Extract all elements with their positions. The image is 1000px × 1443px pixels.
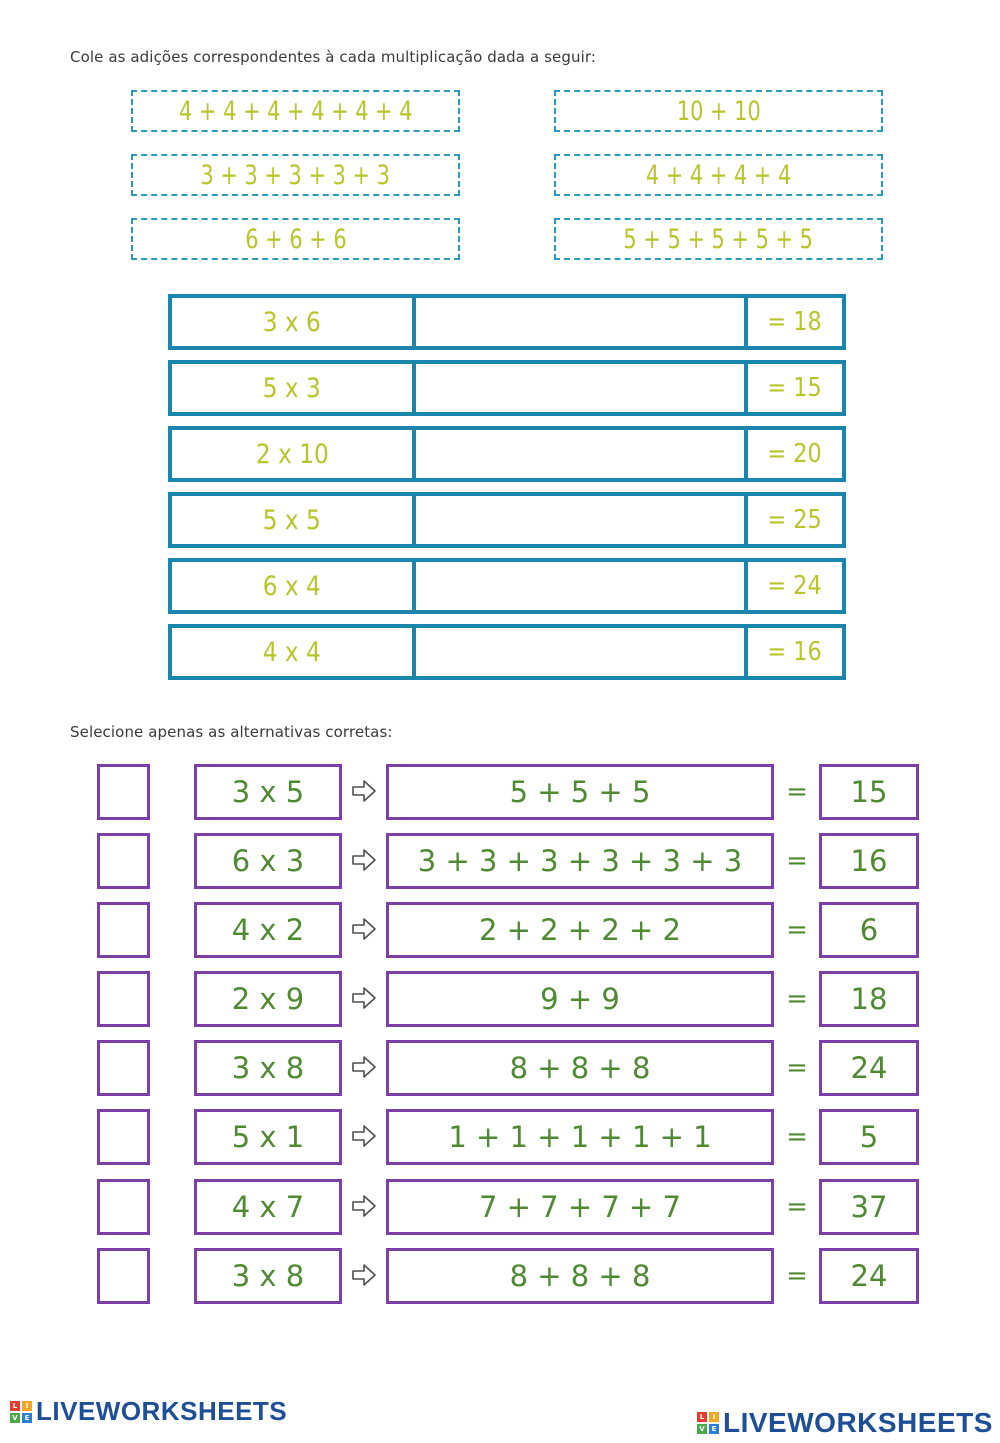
addition-box: 8 + 8 + 8 [386,1248,774,1304]
addition-box: 8 + 8 + 8 [386,1040,774,1096]
instruction-paste: Cole as adições correspondentes à cada multiplicação dada a seguir: [70,48,597,66]
tile-answer[interactable]: 10 + 10 [554,90,883,132]
instruction-select: Selecione apenas as alternativas corretas: [70,723,393,741]
arrow-right-icon [351,1262,377,1288]
multiplication-box: 4 x 7 [194,1179,342,1235]
drop-zone[interactable] [416,364,748,412]
result-box: 5 [819,1109,919,1165]
result-box: 16 [819,833,919,889]
addition-box: 3 + 3 + 3 + 3 + 3 + 3 [386,833,774,889]
arrow-right-icon [351,1193,377,1219]
select-row [0,1179,1000,1235]
multiplication-box: 3 x 8 [194,1040,342,1096]
answer-checkbox[interactable] [97,902,150,958]
arrow-right-icon [351,1123,377,1149]
multiplication-box: 5 x 1 [194,1109,342,1165]
logo-blocks-icon: L I V E [697,1412,719,1434]
equals-sign: = [786,1122,808,1152]
equals-sign: = [786,1053,808,1083]
result-box: 6 [819,902,919,958]
result-box: 15 [819,764,919,820]
answer-checkbox[interactable] [97,971,150,1027]
result-box: 24 [819,1040,919,1096]
equals-sign: = [786,777,808,807]
multiplication-box: 2 x 9 [194,971,342,1027]
match-row [168,426,846,482]
addition-box: 9 + 9 [386,971,774,1027]
arrow-right-icon [351,985,377,1011]
equals-sign: = [786,1192,808,1222]
arrow-right-icon [351,847,377,873]
liveworksheets-logo [697,1407,993,1439]
answer-checkbox[interactable] [97,764,150,820]
answer-checkbox[interactable] [97,833,150,889]
multiplication-cell: 5 x 3 [172,364,416,412]
select-row [0,902,1000,958]
drop-zone[interactable] [416,298,748,346]
multiplication-box: 6 x 3 [194,833,342,889]
multiplication-box: 3 x 8 [194,1248,342,1304]
answer-checkbox[interactable] [97,1109,150,1165]
arrow-right-icon [351,778,377,804]
result-cell: = 20 [767,439,823,469]
select-row [0,1248,1000,1304]
result-cell: = 25 [767,505,823,535]
result-cell: = 24 [767,571,823,601]
arrow-right-icon [351,1054,377,1080]
addition-box: 1 + 1 + 1 + 1 + 1 [386,1109,774,1165]
drop-zone[interactable] [416,430,748,478]
match-row [168,492,846,548]
multiplication-box: 4 x 2 [194,902,342,958]
match-row [168,294,846,350]
match-row [168,558,846,614]
tile-answer[interactable]: 6 + 6 + 6 [131,218,460,260]
multiplication-cell: 2 x 10 [172,430,416,478]
tile-answer[interactable]: 4 + 4 + 4 + 4 [554,154,883,196]
liveworksheets-logo [10,1396,287,1427]
tile-answer[interactable]: 4 + 4 + 4 + 4 + 4 + 4 [131,90,460,132]
result-box: 37 [819,1179,919,1235]
addition-box: 5 + 5 + 5 [386,764,774,820]
multiplication-cell: 3 x 6 [172,298,416,346]
select-row [0,764,1000,820]
multiplication-cell: 5 x 5 [172,496,416,544]
result-cell: = 15 [767,373,823,403]
multiplication-box: 3 x 5 [194,764,342,820]
drop-zone[interactable] [416,628,748,676]
match-row [168,360,846,416]
select-row [0,1040,1000,1096]
multiplication-cell: 4 x 4 [172,628,416,676]
select-row [0,1109,1000,1165]
result-cell: = 18 [767,307,823,337]
tile-answer[interactable]: 3 + 3 + 3 + 3 + 3 [131,154,460,196]
answer-checkbox[interactable] [97,1040,150,1096]
equals-sign: = [786,984,808,1014]
select-row [0,971,1000,1027]
arrow-right-icon [351,916,377,942]
equals-sign: = [786,846,808,876]
multiplication-cell: 6 x 4 [172,562,416,610]
drop-zone[interactable] [416,562,748,610]
answer-checkbox[interactable] [97,1179,150,1235]
logo-blocks-icon: L I V E [10,1401,32,1423]
addition-box: 2 + 2 + 2 + 2 [386,902,774,958]
addition-box: 7 + 7 + 7 + 7 [386,1179,774,1235]
tile-answer[interactable]: 5 + 5 + 5 + 5 + 5 [554,218,883,260]
drop-zone[interactable] [416,496,748,544]
logo-wordmark: LIVEWORKSHEETS [723,1407,993,1438]
select-row [0,833,1000,889]
logo-wordmark: LIVEWORKSHEETS [36,1396,288,1426]
match-row [168,624,846,680]
equals-sign: = [786,915,808,945]
equals-sign: = [786,1261,808,1291]
result-box: 24 [819,1248,919,1304]
result-box: 18 [819,971,919,1027]
answer-checkbox[interactable] [97,1248,150,1304]
result-cell: = 16 [767,637,823,667]
